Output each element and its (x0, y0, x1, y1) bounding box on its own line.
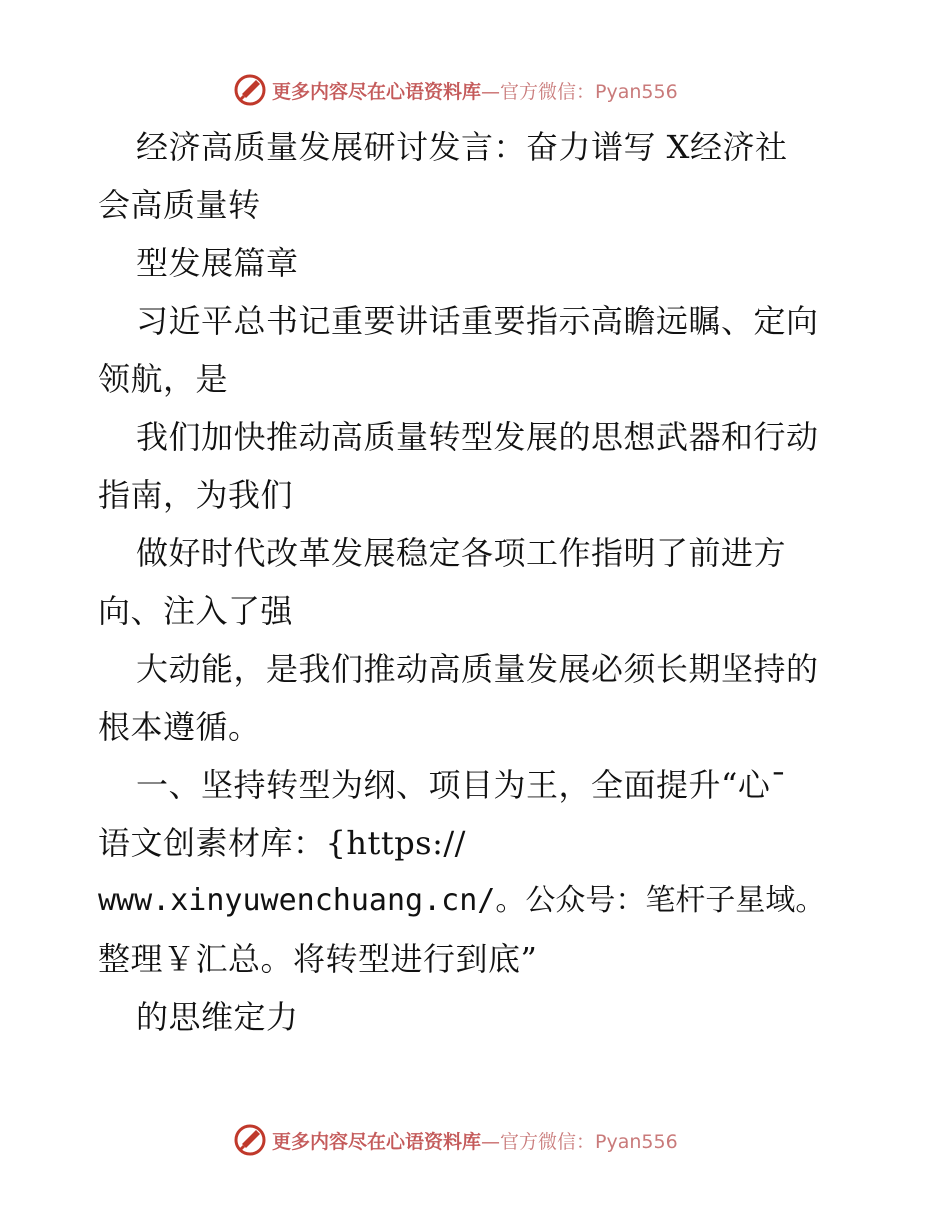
footer-separator: — (481, 1130, 501, 1153)
text-line: 一、坚持转型为纲、项目为王，全面提升“心¯ (136, 766, 787, 804)
footer-brand-text: 更多内容尽在心语资料库 (272, 1130, 482, 1153)
text-line: 语文创素材库：{https:// (98, 824, 466, 862)
pen-logo-icon (232, 72, 268, 108)
pen-logo-icon (232, 1122, 268, 1158)
header-watermark-banner (232, 70, 752, 110)
text-line: 大动能，是我们推动高质量发展必须长期坚持的 (136, 650, 819, 688)
text-line: 我们加快推动高质量转型发展的思想武器和行动 (136, 418, 819, 456)
document-body (98, 118, 858, 1046)
text-line: 会高质量转 (98, 186, 261, 224)
header-brand-text: 更多内容尽在心语资料库 (272, 80, 482, 103)
text-line: 经济高质量发展研讨发言：奋力谱写 X经济社 (136, 128, 788, 166)
header-contact-text: 官方微信：Pyan556 (500, 80, 678, 103)
text-line: 领航，是 (98, 360, 229, 398)
header-banner-text (272, 77, 678, 104)
footer-banner-text (272, 1127, 678, 1154)
text-line: 指南，为我们 (98, 476, 294, 514)
text-line: 整理￥汇总。将转型进行到底” (98, 940, 538, 978)
url-text-line: www.xinyuwenchuang.cn/。公众号：笔杆子星域。 (98, 883, 826, 918)
text-line: 做好时代改革发展稳定各项工作指明了前进方 (136, 534, 787, 572)
footer-contact-text: 官方微信：Pyan556 (500, 1130, 678, 1153)
text-line: 根本遵循。 (98, 708, 261, 746)
text-line: 向、注入了强 (98, 592, 294, 630)
text-line: 型发展篇章 (136, 244, 299, 282)
text-line: 习近平总书记重要讲话重要指示高瞻远瞩、定向 (136, 302, 819, 340)
header-separator: — (481, 80, 501, 103)
footer-watermark-banner (232, 1120, 752, 1160)
text-line: 的思维定力 (136, 998, 299, 1036)
